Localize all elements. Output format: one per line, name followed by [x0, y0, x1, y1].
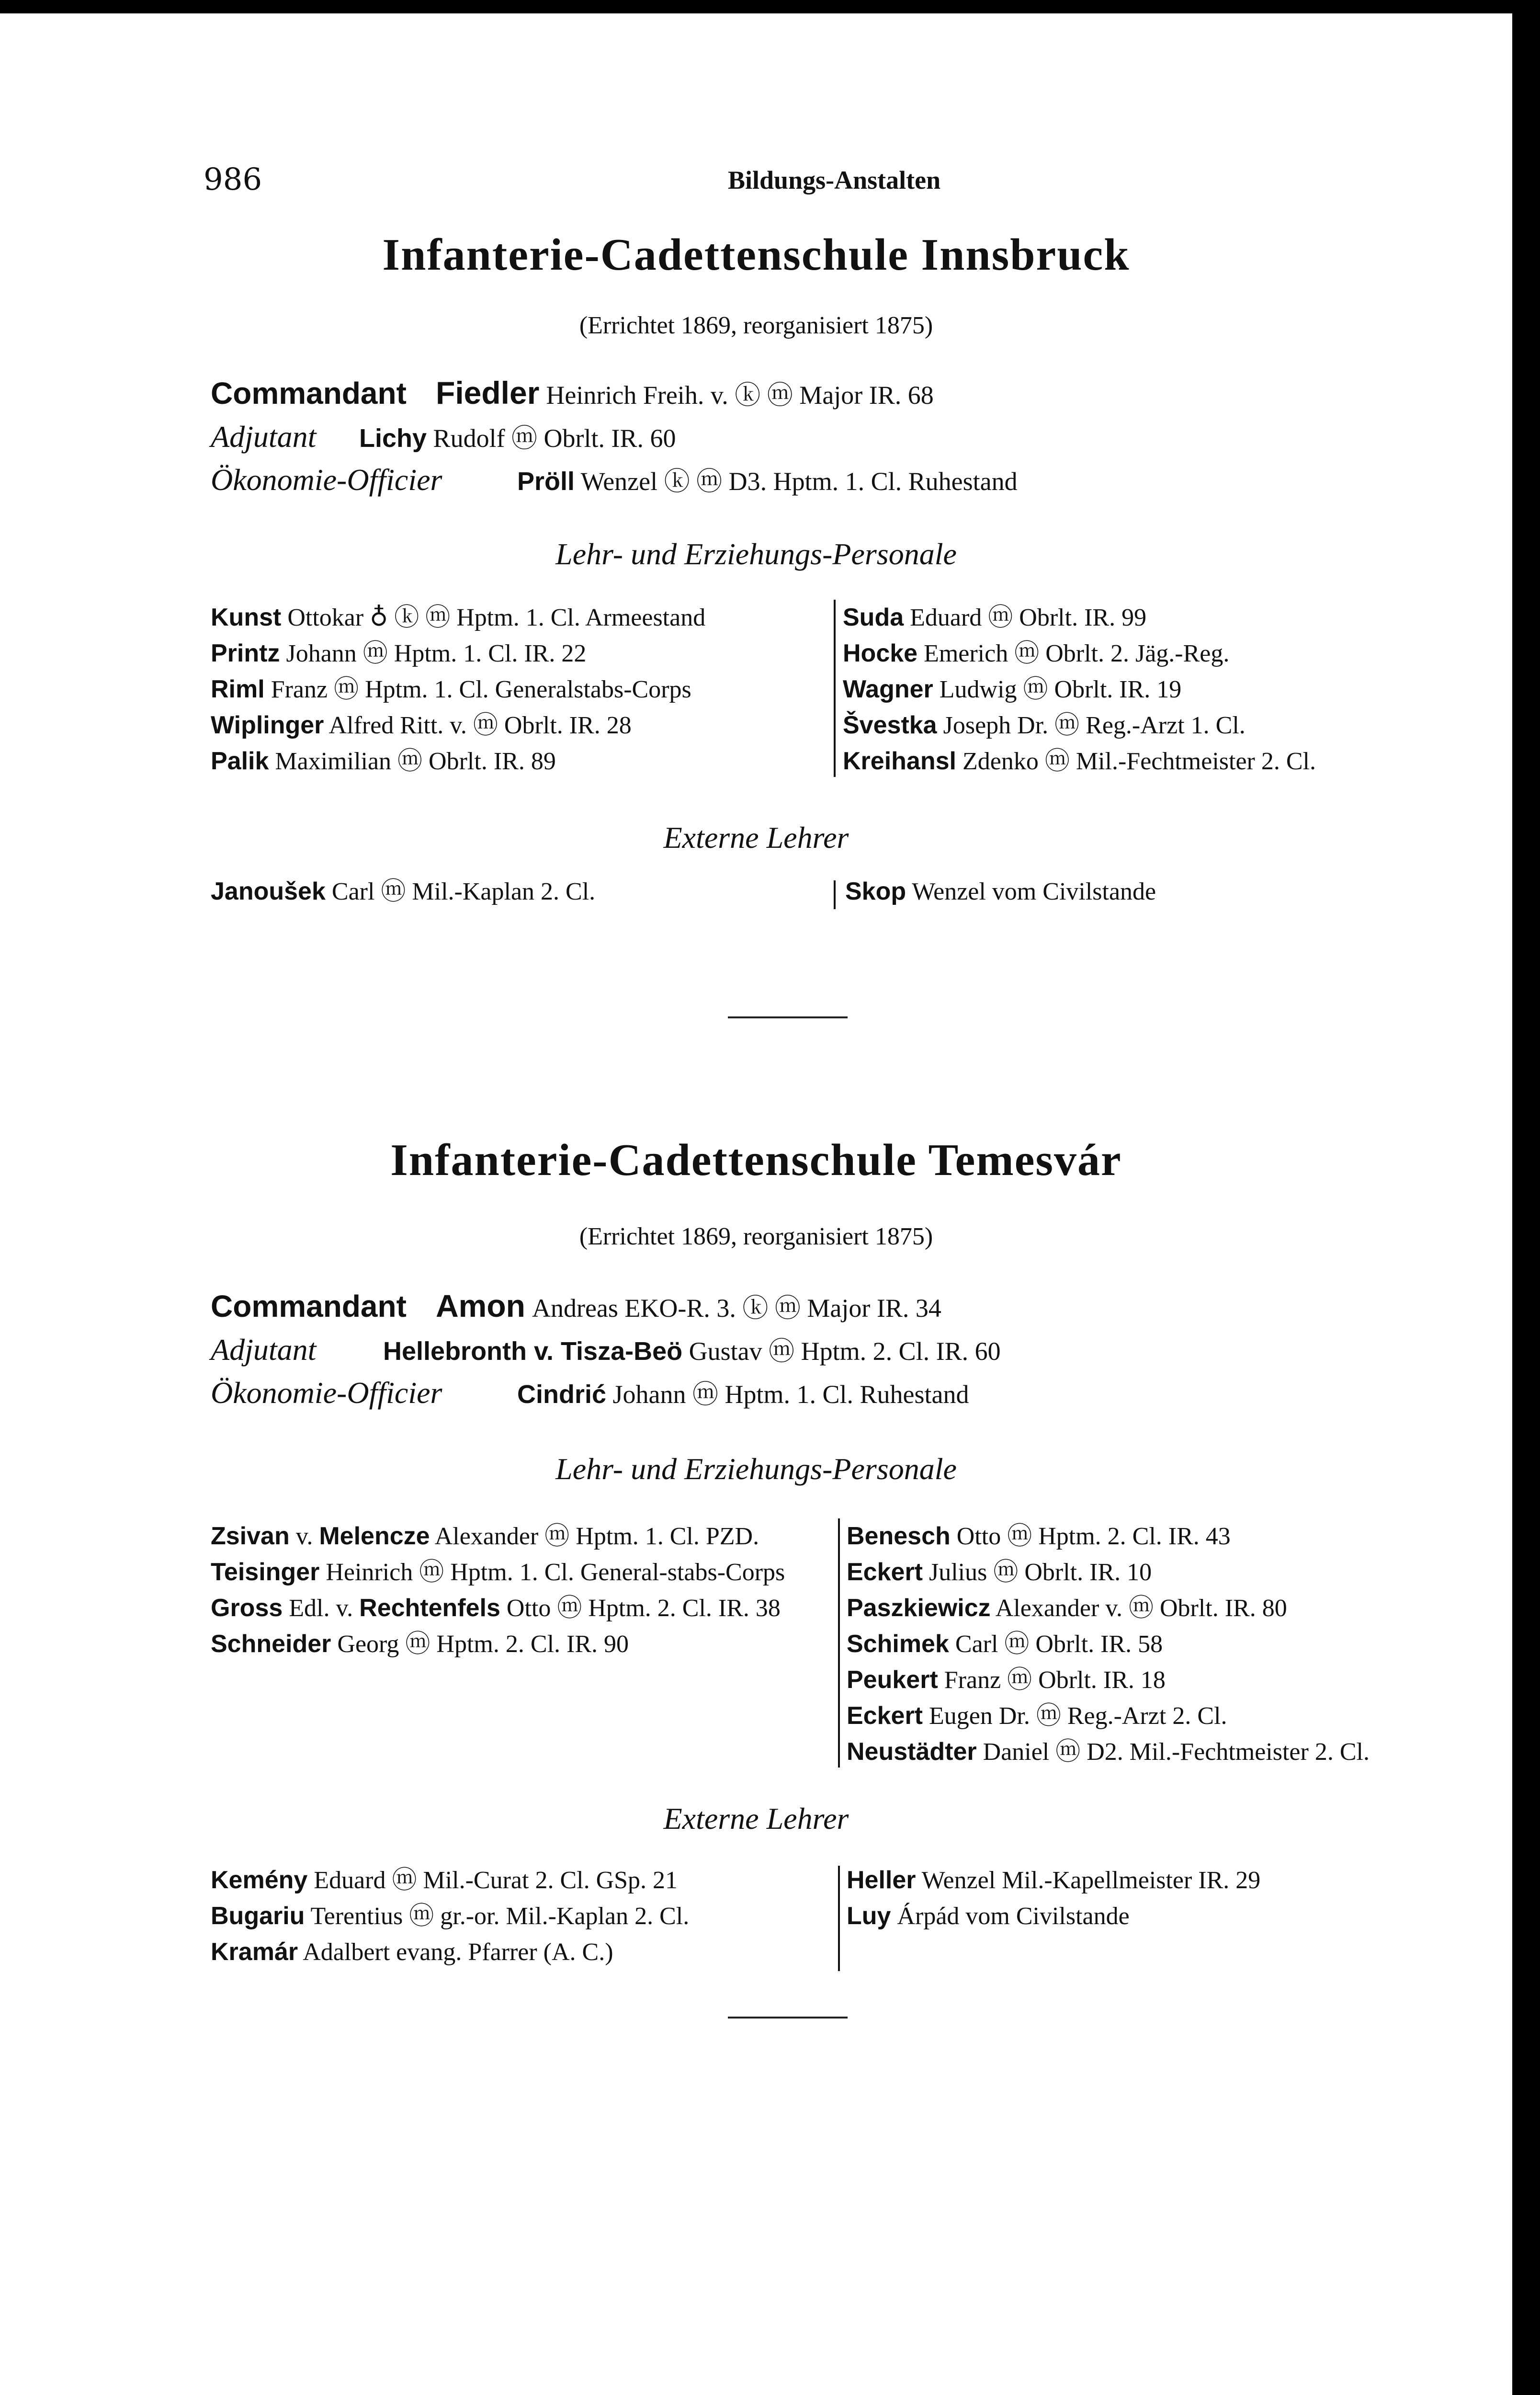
role-label: Adjutant	[211, 1333, 317, 1367]
role-label: Commandant	[211, 376, 407, 411]
external-heading-innsbruck: Externe Lehrer	[663, 821, 849, 855]
external-list-left-temesvar	[211, 1862, 828, 1970]
officer-economy	[211, 1374, 969, 1411]
page-number: 986	[204, 162, 262, 197]
list-item: Printz Johann ⓜ Hptm. 1. Cl. IR. 22	[211, 639, 587, 667]
column-divider	[838, 1866, 840, 1971]
running-title: Bildungs-Anstalten	[728, 166, 941, 194]
list-item: Kemény Eduard ⓜ Mil.-Curat 2. Cl. GSp. 21	[211, 1866, 678, 1894]
column-divider	[834, 880, 836, 909]
school-title-temesvar: Infanterie-Cadettenschule Temesvár	[390, 1135, 1122, 1185]
list-item: Luy Árpád vom Civilstande	[847, 1902, 1130, 1930]
officer-commandant	[211, 1288, 941, 1324]
role-label: Commandant	[211, 1289, 407, 1323]
school-title-innsbruck: Infanterie-Cadettenschule Innsbruck	[382, 230, 1130, 280]
list-item: Švestka Joseph Dr. ⓜ Reg.-Arzt 1. Cl.	[843, 711, 1246, 739]
external-list-right-temesvar	[847, 1862, 1469, 1934]
officer-surname: Amon	[436, 1288, 525, 1323]
list-item: Kreihansl Zdenko ⓜ Mil.-Fechtmeister 2. Cl.	[843, 747, 1316, 775]
list-item: Zsivan v. Melencze Alexander ⓜ Hptm. 1. Cl. PZD.	[211, 1522, 759, 1550]
officer-details: Rudolf ⓜ Obrlt. IR. 60	[433, 424, 676, 453]
list-item: Teisinger Heinrich ⓜ Hptm. 1. Cl. General-stabs-Corps	[211, 1558, 785, 1586]
list-item: Eckert Julius ⓜ Obrlt. IR. 10	[847, 1558, 1152, 1586]
external-list-left-innsbruck	[211, 874, 824, 910]
column-divider	[834, 600, 836, 777]
list-item: Janoušek Carl ⓜ Mil.-Kaplan 2. Cl.	[211, 878, 596, 905]
officer-economy	[211, 461, 1018, 498]
officer-surname: Lichy	[359, 424, 427, 453]
officer-adjutant	[211, 418, 676, 455]
officer-surname: Cindrić	[517, 1380, 607, 1409]
officer-details: Andreas EKO-R. 3. ⓚ ⓜ Major IR. 34	[532, 1294, 941, 1323]
list-item: Palik Maximilian ⓜ Obrlt. IR. 89	[211, 747, 556, 775]
list-item: Riml Franz ⓜ Hptm. 1. Cl. Generalstabs-Corps	[211, 675, 691, 703]
staff-list-right-temesvar	[847, 1518, 1469, 1770]
role-label: Ökonomie-Officier	[211, 1376, 442, 1410]
officer-surname: Pröll	[517, 467, 575, 496]
officer-details: Gustav ⓜ Hptm. 2. Cl. IR. 60	[689, 1337, 1001, 1366]
column-divider	[838, 1518, 840, 1768]
role-label: Ökonomie-Officier	[211, 463, 442, 497]
officer-details: Heinrich Freih. v. ⓚ ⓜ Major IR. 68	[546, 381, 934, 410]
school-established-innsbruck: (Errichtet 1869, reorganisiert 1875)	[579, 312, 933, 339]
role-label: Adjutant	[211, 420, 317, 454]
school-established-temesvar: (Errichtet 1869, reorganisiert 1875)	[579, 1223, 933, 1250]
officer-details: Johann ⓜ Hptm. 1. Cl. Ruhestand	[612, 1380, 969, 1409]
staff-heading-innsbruck: Lehr- und Erziehungs-Personale	[555, 537, 957, 571]
staff-heading-temesvar: Lehr- und Erziehungs-Personale	[555, 1452, 957, 1486]
list-item: Wiplinger Alfred Ritt. v. ⓜ Obrlt. IR. 28	[211, 711, 632, 739]
section-divider	[728, 2017, 848, 2019]
section-divider	[728, 1016, 848, 1018]
list-item: Hocke Emerich ⓜ Obrlt. 2. Jäg.-Reg.	[843, 639, 1230, 667]
officer-adjutant	[211, 1331, 1001, 1368]
list-item: Suda Eduard ⓜ Obrlt. IR. 99	[843, 604, 1147, 631]
list-item: Wagner Ludwig ⓜ Obrlt. IR. 19	[843, 675, 1182, 703]
scan-edge-right	[1512, 0, 1540, 2395]
list-item: Schneider Georg ⓜ Hptm. 2. Cl. IR. 90	[211, 1630, 629, 1658]
list-item: Schimek Carl ⓜ Obrlt. IR. 58	[847, 1630, 1163, 1658]
list-item: Kramár Adalbert evang. Pfarrer (A. C.)	[211, 1938, 613, 1966]
list-item: Benesch Otto ⓜ Hptm. 2. Cl. IR. 43	[847, 1522, 1231, 1550]
list-item: Paszkiewicz Alexander v. ⓜ Obrlt. IR. 80	[847, 1594, 1287, 1622]
officer-details: Wenzel ⓚ ⓜ D3. Hptm. 1. Cl. Ruhestand	[580, 467, 1018, 496]
list-item: Kunst Ottokar ♁ ⓚ ⓜ Hptm. 1. Cl. Armeestand	[211, 604, 706, 631]
list-item: Eckert Eugen Dr. ⓜ Reg.-Arzt 2. Cl.	[847, 1702, 1227, 1730]
list-item: Heller Wenzel Mil.-Kapellmeister IR. 29	[847, 1866, 1261, 1894]
list-item: Skop Wenzel vom Civilstande	[845, 878, 1156, 905]
officer-surname: Hellebronth v. Tisza-Beö	[383, 1337, 683, 1366]
list-item: Gross Edl. v. Rechtenfels Otto ⓜ Hptm. 2. Cl. IR. 38	[211, 1594, 781, 1622]
external-list-right-innsbruck	[845, 874, 1468, 910]
staff-list-left-innsbruck	[211, 600, 824, 779]
external-heading-temesvar: Externe Lehrer	[663, 1802, 849, 1836]
officer-commandant	[211, 375, 934, 411]
list-item: Bugariu Terentius ⓜ gr.-or. Mil.-Kaplan 2. Cl.	[211, 1902, 690, 1930]
staff-list-right-innsbruck	[843, 600, 1465, 779]
staff-list-left-temesvar	[211, 1518, 828, 1662]
list-item: Peukert Franz ⓜ Obrlt. IR. 18	[847, 1666, 1166, 1694]
officer-surname: Fiedler	[436, 375, 540, 411]
list-item: Neustädter Daniel ⓜ D2. Mil.-Fechtmeister 2. Cl.	[847, 1738, 1370, 1766]
